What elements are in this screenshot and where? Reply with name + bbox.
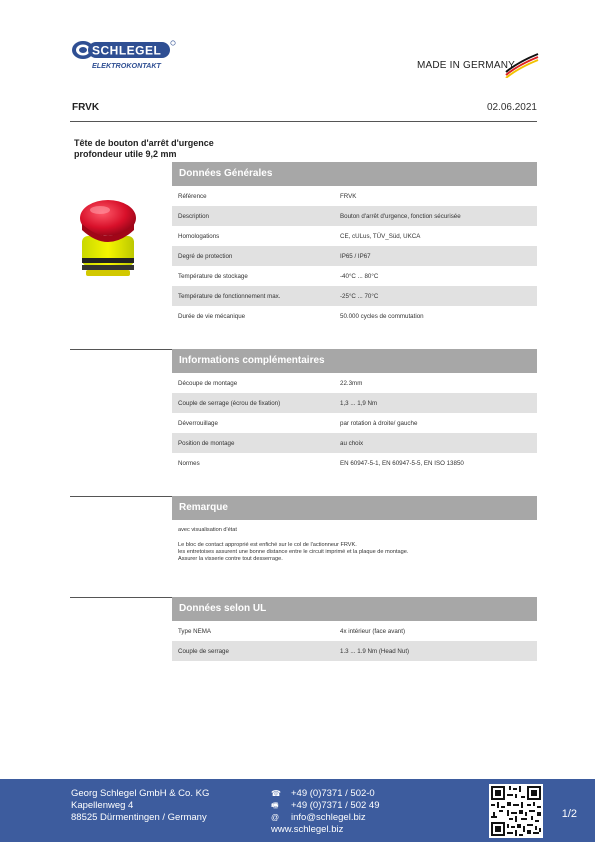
- document-date: 02.06.2021: [486, 102, 537, 113]
- section-ul: [172, 597, 537, 661]
- fax-icon: 🖷: [271, 801, 279, 810]
- email-icon: @: [271, 813, 280, 822]
- email-link[interactable]: info@schlegel.biz: [291, 812, 366, 823]
- svg-text:ELEKTROKONTAKT: ELEKTROKONTAKT: [92, 61, 161, 70]
- company-address: Georg Schlegel GmbH & Co. KG Kapellenweg 4 88525 Dürmentingen / Germany: [71, 788, 210, 823]
- section-title: Informations complémentaires: [172, 349, 537, 373]
- table-row: Description Bouton d'arrêt d'urgence, fonction sécurisée: [172, 206, 537, 226]
- document-code: FRVK: [72, 102, 100, 113]
- section-divider: [70, 349, 173, 350]
- table-row: Référence FRVK: [178, 192, 357, 200]
- svg-text:SCHLEGEL: SCHLEGEL: [92, 43, 162, 58]
- page-number: 1/2: [561, 808, 577, 820]
- table-row: Type NEMA 4x intérieur (face avant): [178, 627, 405, 635]
- section-title: Remarque: [172, 496, 537, 520]
- header-divider: [70, 121, 537, 122]
- table-row: Température de stockage -40°C ... 80°C: [178, 272, 379, 280]
- table-row: Position de montage au choix: [172, 433, 537, 453]
- table-row: Température de fonctionnement max. -25°C ... 70°C: [172, 286, 537, 306]
- germany-flag-icon: [504, 52, 540, 78]
- section-remark: [172, 496, 537, 563]
- table-row: Normes EN 60947-5-1, EN 60947-5-5, EN ISO 13850: [178, 459, 464, 467]
- phone-icon: ☎: [271, 789, 281, 798]
- table-row: Degré de protection IP65 / IP67: [172, 246, 537, 266]
- table-row: Couple de serrage 1.3 ... 1.9 Nm (Head Nut): [172, 641, 537, 661]
- table-row: Durée de vie mécanique 50.000 cycles de commutation: [178, 312, 424, 320]
- section-general: [172, 162, 537, 326]
- table-row: Découpe de montage 22.3mm: [178, 379, 363, 387]
- section-extra-info: [172, 349, 537, 473]
- table-row: Homologations CE, cULus, TÜV_Süd, UKCA: [178, 232, 421, 240]
- section-divider: [70, 496, 173, 497]
- page-footer: [0, 779, 595, 842]
- remark-text: avec visualisation d'état Le bloc de contact approprié est enfiché sur le col de l'actionneur FRVK. les entretoises assurent une bonne distance entre le circuit imprimé et la plaque de montage. Assurer la visserie contre tout desserrage.: [178, 527, 409, 562]
- website-link[interactable]: www.schlegel.biz: [271, 824, 344, 835]
- table-row: Couple de serrage (écrou de fixation) 1,3 ... 1,9 Nm: [172, 393, 537, 413]
- product-image: [78, 198, 138, 282]
- section-divider: [70, 597, 173, 598]
- table-row: Déverrouillage par rotation à droite/ gauche: [178, 419, 418, 427]
- qr-code-icon[interactable]: [489, 784, 543, 838]
- schlegel-logo: [70, 38, 180, 72]
- made-in-label: MADE IN GERMANY: [416, 60, 515, 71]
- section-title: Données selon UL: [172, 597, 537, 621]
- section-title: Données Générales: [172, 162, 537, 186]
- contact-info: ☎ +49 (0)7371 / 502-0 🖷 +49 (0)7371 / 502 49 @ info@schlegel.biz www.schlegel.biz: [271, 788, 380, 835]
- product-title: Tête de bouton d'arrêt d'urgence profondeur utile 9,2 mm: [74, 138, 214, 159]
